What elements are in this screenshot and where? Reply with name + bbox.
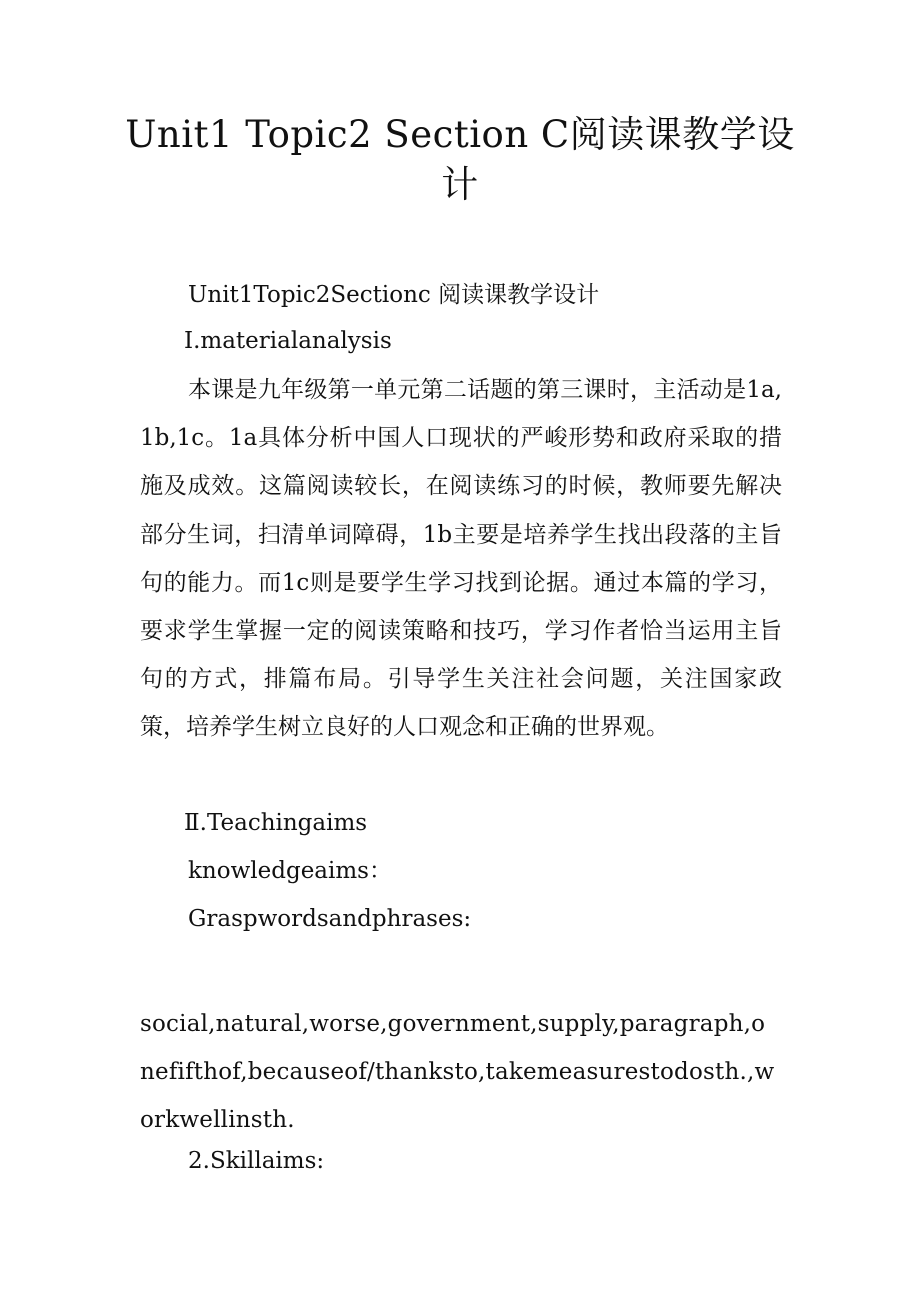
document-title — [120, 110, 800, 210]
title-line-2: 计 — [441, 163, 479, 206]
grasp-words-label: Graspwordsandphrases: — [188, 906, 472, 932]
section-heading-teaching-aims: Ⅱ.Teachingaims — [184, 810, 368, 836]
knowledge-aims-label: knowledgeaims： — [188, 858, 392, 884]
document-subtitle: Unit1Topic2Sectionc 阅读课教学设计 — [188, 282, 600, 308]
skill-aims-label: 2.Skillaims: — [188, 1148, 325, 1174]
vocabulary-list: social,natural,worse,government,supply,paragraph,onefifthof,becauseof/thanksto,takemeasurestodosth.,workwellinsth. — [140, 1011, 775, 1133]
section-heading-material-analysis: Ⅰ.materialanalysis — [184, 328, 392, 354]
title-line-1: Unit1 Topic2 Section C阅读课教学设 — [125, 113, 795, 156]
material-analysis-paragraph: 本课是九年级第一单元第二话题的第三课时，主活动是1a,1b,1c。1a具体分析中国人口现状的严峻形势和政府采取的措施及成效。这篇阅读较长，在阅读练习的时候，教师要先解决部分生词，扫清单词障碍，1b主要是培养学生找出段落的主旨句的能力。而1c则是要学生学习找到论据。通过本篇的学习，要求学生掌握一定的阅读策略和技巧，学习作者恰当运用主旨句的方式，排篇布局。引导学生关注社会问题，关注国家政策，培养学生树立良好的人口观念和正确的世界观。 — [140, 377, 782, 741]
